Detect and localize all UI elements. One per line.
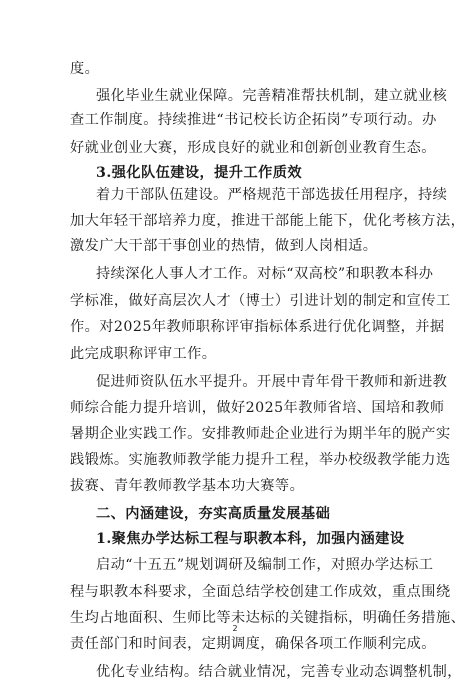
paragraph-line: 优化专业结构。结合就业情况，完善专业动态调整机制，	[96, 664, 462, 680]
paragraph-line: 责任部门和时间表，定期调度，确保各项工作顺利完成。	[70, 636, 436, 652]
paragraph-line: 此完成职称评审工作。	[70, 346, 217, 362]
paragraph-line: 着力干部队伍建设。严格规范干部选拔任用程序，持续	[96, 187, 448, 203]
paragraph-line: 学标准，做好高层次人才（博士）引进计划的制定和宣传工	[70, 293, 451, 309]
paragraph-line: 拔赛、青年教师教学基本功大赛等。	[70, 478, 305, 494]
section-heading: 3.强化队伍建设，提升工作质效	[96, 165, 302, 181]
paragraph-line: 促进师资队伍水平提升。开展中青年骨干教师和新进教	[96, 374, 448, 390]
paragraph-line: 好就业创业大赛，形成良好的就业和创新创业教育生态。	[70, 140, 436, 156]
paragraph-line: 师综合能力提升培训，做好2025年教师省培、国培和教师	[70, 400, 445, 416]
paragraph-line: 暑期企业实践工作。安排教师赴企业进行为期半年的脱产实	[70, 426, 451, 442]
paragraph-line: 作。对2025年教师职称评审指标体系进行优化调整，并据	[70, 319, 445, 335]
paragraph-line: 启动“十五五”规划调研及编制工作，对照办学达标工	[96, 557, 434, 573]
paragraph-line: 程与职教本科要求，全面总结学校创建工作成效，重点围绕	[70, 584, 451, 600]
section-heading: 二、内涵建设，夯实高质量发展基础	[96, 506, 331, 522]
page-number: 2	[232, 624, 238, 633]
paragraph-line: 激发广大干部干事创业的热情，做到人岗相适。	[70, 238, 378, 254]
paragraph-line: 践锻炼。实施教师教学能力提升工程，举办校级教学能力选	[70, 452, 451, 468]
paragraph-line: 持续深化人事人才工作。对标“双高校”和职教本科办	[96, 266, 434, 282]
subsection-heading: 1.聚焦办学达标工程与职教本科，加强内涵建设	[96, 531, 405, 547]
paragraph-line: 强化毕业生就业保障。完善精准帮扶机制，建立就业核	[96, 88, 448, 104]
paragraph-line: 生均占地面积、生师比等未达标的关键指标，明确任务措施、	[70, 610, 466, 626]
paragraph-line: 度。	[70, 61, 100, 77]
paragraph-line: 加大年轻干部培养力度，推进干部能上能下，优化考核方法，	[70, 213, 466, 229]
paragraph-line: 查工作制度。持续推进“书记校长访企拓岗”专项行动。办	[70, 112, 437, 128]
